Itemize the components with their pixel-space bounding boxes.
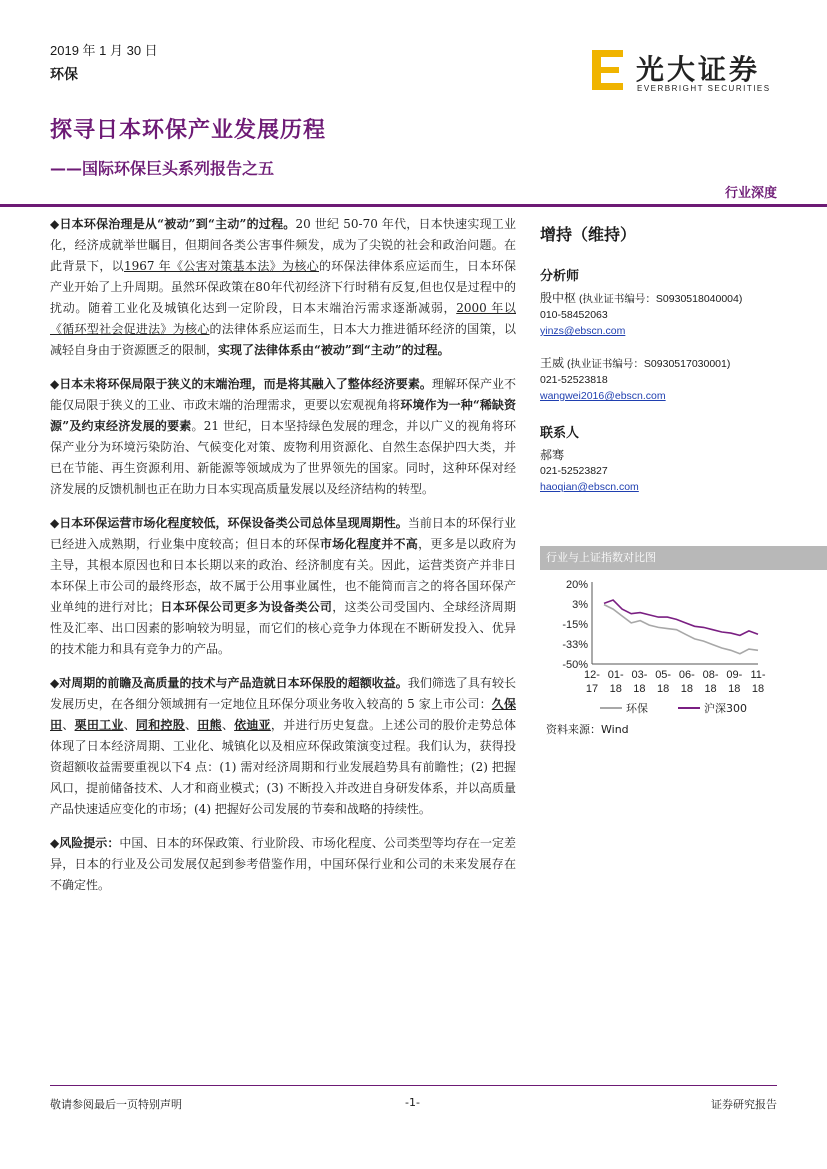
p1-text-2: 的环保法律体系应运而生，日本环保产业开始了上升周期。虽然环保政策在80年代初经济下行时稍有反复,但也仅是过程中的扰动。随着工业化及城镇化达到一定阶段，日本末端治污需求逐渐减弱， — [50, 259, 516, 315]
x-tick-label: 18 — [728, 683, 741, 695]
analyst-1-email[interactable]: yinzs@ebscn.com — [540, 325, 626, 337]
y-tick-label: -15% — [562, 619, 588, 631]
footer-disclaimer: 敬请参阅最后一页特别声明 — [50, 1098, 182, 1111]
y-tick-label: -33% — [562, 639, 588, 651]
paragraph-4 — [50, 673, 516, 820]
x-tick-label: 18 — [657, 683, 670, 695]
p3-lead: ◆日本环保运营市场化程度较低，环保设备类公司总体呈现周期性。 — [50, 516, 408, 530]
analyst-1 — [540, 290, 790, 339]
p1-underline-2: 2000 年以《循环型社会促进法》为核心 — [50, 301, 516, 336]
header-divider — [0, 204, 827, 207]
p1-underline-1: 1967 年《公害对策基本法》为核心 — [124, 259, 319, 273]
x-tick-label: 01- — [607, 669, 624, 681]
paragraph-5 — [50, 833, 516, 896]
everbright-logo — [590, 46, 780, 96]
x-tick-label: 11- — [750, 669, 766, 681]
p2-text-2: 。21 世纪，日本坚持绿色发展的理念，并以广义的视角将环保产业分为环境污染防治、气候变化对策、废物利用资源化、自然生态保护四大类，并已在节能、再生资源利用、新能源等领域成为了世界领先的国家。同时，这种环保对经济发展的反馈机制也正在助力日本实现高质量发展以及经济结构的转型。 — [50, 419, 516, 496]
x-tick-label: 17 — [585, 683, 599, 695]
p5-text-1: 中国、日本的环保政策、行业阶段、市场化程度、公司类型等均存在一定差异，日本的行业及公司发展仅起到参考借鉴作用，中国环保行业和公司的未来发展存在不确定性。 — [50, 836, 516, 892]
analyst-2-phone: 021-52523818 — [540, 374, 608, 386]
contact-name: 郝骞 — [540, 448, 565, 462]
sidebar — [540, 222, 790, 495]
report-date: 2019 年 1 月 30 日 — [50, 43, 158, 58]
series-line-1 — [604, 600, 758, 635]
p3-text-1: 当前日本的环保行业已经进入成熟期，行业集中度较高；但日本的环保 — [50, 516, 516, 551]
p2-text-1: 理解环保产业不能仅局限于狭义的工业、市政末端的治理需求，更要以宏观视角将 — [50, 377, 516, 412]
logo-mark-icon — [590, 46, 630, 94]
y-tick-label: 3% — [572, 599, 588, 611]
p1-text-1: 20 世纪 50-70 年代，日本快速实现工业化，经济成就举世瞩目，但期间各类公害事件频发，成为了尖锐的社会和政治问题。在此背景下，以 — [50, 217, 517, 273]
p3-text-3: ，这类公司受国内、全球经济周期性及汇率、出口因素的影响较为明显，而它们的核心竞争力体现在不断研发投入、优异的技术能力和具有竞争力的产品。 — [50, 600, 516, 656]
analyst-heading: 分析师 — [540, 269, 580, 284]
x-tick-label: 18 — [751, 683, 765, 695]
investment-rating: 增持（维持） — [540, 225, 637, 244]
analyst-2-email[interactable]: wangwei2016@ebscn.com — [540, 390, 666, 402]
p4-text-1: 我们筛选了具有较长发展历史，在各细分领域拥有一定地位且环保分项业务收入较高的 5 家上市公司： — [50, 676, 516, 711]
p3-bold-1: 市场化程度并不高 — [319, 537, 419, 551]
report-title: 探寻日本环保产业发展历程 — [50, 118, 327, 143]
analyst-2-header — [540, 355, 790, 372]
paragraph-3 — [50, 513, 516, 660]
p1-text-3: 的法律体系应运而生，日本大力推进循环经济的国策，以减轻自身由于资源匮乏的限制， — [50, 322, 516, 357]
p4-text-2: ，并进行历史复盘。上述公司的股价走势总体体现了日本经济周期、工业化、城镇化以及相应环保政策演变过程。我们认为，获得投资超额收益需要重视以下4 点：(1) 需对经济周期和行业发展趋势具有前瞻性；(2) 把握风口，提前储备技术、人才和商业模式；(3) 不断投入并改进自身研发体系，并以高质量产品快速适应变化的市场；(4) 把握好公司发展的节奏和战略的持续性。 — [50, 718, 516, 816]
p2-lead: ◆日本未将环保局限于狭义的末端治理，而是将其融入了整体经济要素。 — [50, 377, 432, 391]
p3-text-2: ，更多是以政府为主导，其根本原因也和日本长期以来的政治、经济制度有关。因此，运营类资产并非日本环保上市公司的最终形态，故不属于公用事业属性，也不能简而言之的将各国环保产业单纯的进行对比； — [50, 537, 516, 614]
logo-english-name: EVERBRIGHT SECURITIES — [637, 84, 771, 93]
p3-bold-2: 日本环保公司更多为设备类公司 — [160, 600, 333, 614]
sep-3: 、 — [185, 718, 198, 732]
summary-body — [50, 214, 516, 909]
analyst-2-cert: (执业证书编号：S0930517030001) — [566, 358, 731, 370]
comparison-chart — [540, 574, 827, 719]
company-takuma: 田熊 — [197, 718, 222, 732]
sector-label: 环保 — [50, 67, 78, 83]
x-tick-label: 12- — [584, 669, 600, 681]
x-tick-label: 18 — [704, 683, 717, 695]
analyst-2-name: 王威 — [540, 356, 565, 370]
analyst-2 — [540, 355, 790, 404]
x-tick-label: 08- — [702, 669, 719, 681]
footer-report-label: 证券研究报告 — [711, 1098, 777, 1111]
p4-lead: ◆对周期的前瞻及高质量的技术与产品造就日本环保股的超额收益。 — [50, 676, 408, 690]
company-dowa: 同和控股 — [135, 718, 185, 732]
p1-bold-1: 实现了法律体系由“被动”到“主动”的过程。 — [218, 343, 450, 357]
legend-label-1: 沪深300 — [704, 702, 747, 715]
y-tick-label: 20% — [565, 579, 588, 591]
analyst-1-header — [540, 290, 790, 307]
p1-lead: ◆日本环保治理是从“被动”到“主动”的过程。 — [50, 217, 296, 231]
report-subtitle: ——国际环保巨头系列报告之五 — [50, 159, 275, 178]
x-tick-label: 03- — [631, 669, 648, 681]
x-tick-label: 18 — [609, 683, 622, 695]
x-tick-label: 06- — [678, 669, 695, 681]
company-kubota: 久保田 — [50, 697, 516, 732]
p2-bold-1: 环境作为一种“稀缺资源”及约束经济发展的要素 — [50, 398, 516, 433]
y-tick-label: -50% — [562, 659, 588, 671]
p5-lead: ◆风险提示： — [50, 836, 120, 850]
page-number: -1- — [405, 1096, 420, 1109]
analyst-1-phone: 010-58452063 — [540, 309, 608, 321]
legend-label-0: 环保 — [626, 702, 648, 715]
x-tick-label: 05- — [655, 669, 672, 681]
logo-chinese-name: 光大证券 — [636, 53, 761, 86]
x-tick-label: 09- — [726, 669, 743, 681]
footer-divider — [50, 1085, 777, 1086]
contact-phone: 021-52523827 — [540, 465, 608, 477]
chart-source: 资料来源：Wind — [546, 723, 629, 736]
analyst-1-cert: (执业证书编号：S0930518040004) — [578, 293, 743, 305]
company-kurita: 栗田工业 — [74, 718, 124, 732]
contact-heading: 联系人 — [540, 426, 580, 441]
x-tick-label: 18 — [680, 683, 693, 695]
paragraph-1 — [50, 214, 516, 361]
contact-email[interactable]: haoqian@ebscn.com — [540, 481, 639, 493]
chart-title: 行业与上证指数对比图 — [540, 546, 827, 570]
sep-1: 、 — [62, 718, 75, 732]
sep-2: 、 — [123, 718, 136, 732]
paragraph-2 — [50, 374, 516, 500]
analyst-1-name: 殷中枢 — [540, 291, 577, 305]
x-tick-label: 18 — [633, 683, 646, 695]
sep-4: 、 — [221, 718, 235, 732]
report-type: 行业深度 — [724, 186, 777, 201]
company-idea: 依迪亚 — [234, 718, 271, 732]
